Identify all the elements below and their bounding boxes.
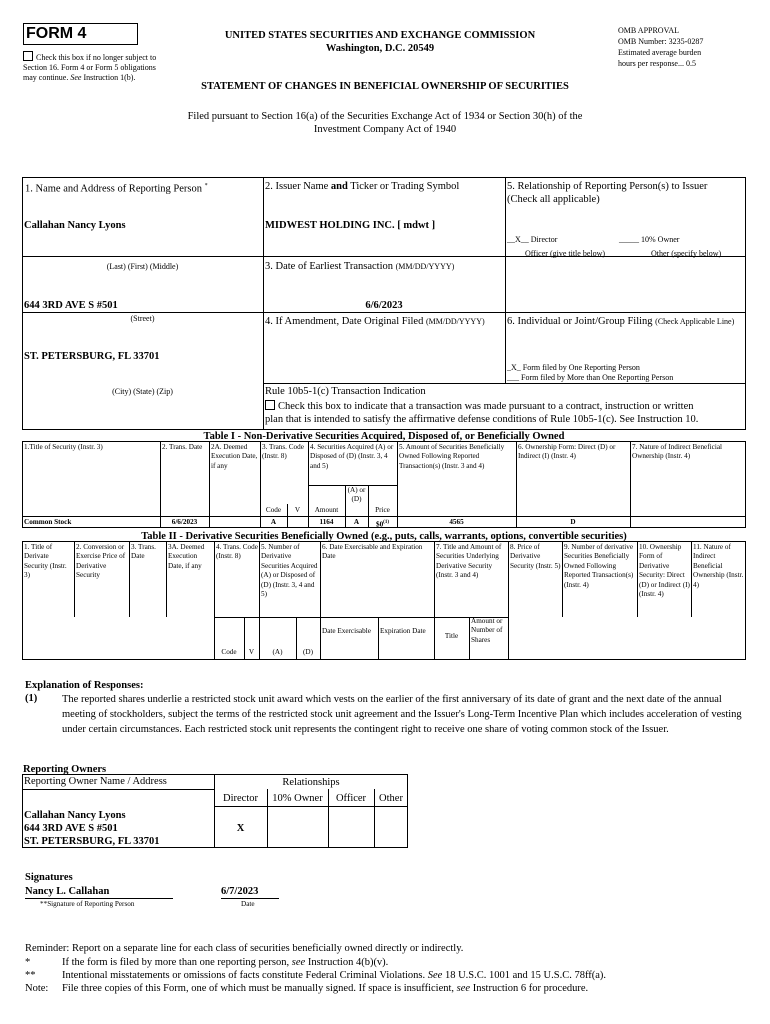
t1-col3-header: 3. Trans. Code (Instr. 8)	[262, 443, 304, 461]
box4-label: 4. If Amendment, Date Original Filed (MM/DD/YYYY)	[265, 316, 485, 327]
omb-approval: OMB APPROVAL OMB Number: 3235-0287 Estimated average burden hours per response... 0.5	[618, 26, 704, 68]
t2-col2-header: 2. Conversion or Exercise Price of Derivative Security	[76, 543, 126, 580]
t2-sub-amount: Amount or Number of Shares	[471, 617, 503, 644]
t2-col3-header: 3. Trans. Date	[131, 543, 156, 561]
box5-label: 5. Relationship of Reporting Person(s) to Issuer (Check all applicable)	[507, 181, 708, 205]
no-longer-subject-checkbox[interactable]	[23, 51, 33, 61]
footnote-note: File three copies of this Form, one of which must be manually signed. If space is insufficient, see Instruction 6 for procedure.	[62, 983, 589, 994]
t2-col9-header: 9. Number of derivative Securities Beneficially Owned Following Reported Transaction(s) (Instr. 4)	[564, 543, 634, 589]
reminder: Reminder: Report on a separate line for each class of securities beneficially owned directly or indirectly.	[25, 943, 464, 954]
rule-10b5-text: Check this box to indicate that a transaction was made pursuant to a contract, instruction or written plan that is intended to satisfy the affirmative defense conditions of Rule 10b5-1(c). See Instruction 10.	[265, 401, 699, 425]
agency-city: Washington, D.C. 20549	[325, 43, 435, 54]
box6-label: 6. Individual or Joint/Group Filing (Check Applicable Line)	[507, 316, 735, 327]
t1-col6-header: 6. Ownership Form: Direct (D) or Indirect (I) (Instr. 4)	[518, 443, 616, 461]
footnote-star: If the form is filed by more than one reporting person, see Instruction 4(b)(v).	[62, 957, 389, 968]
signature-date-label: Date	[241, 900, 255, 908]
footnote-star-mark: *	[25, 957, 31, 968]
officer-option[interactable]: ____ Officer (give title below)	[507, 249, 606, 258]
explanation-title: Explanation of Responses:	[25, 680, 144, 691]
t2-sub-d: (D)	[303, 648, 313, 656]
t1-sub-a-or-d: (A) or (D)	[347, 486, 366, 504]
rule-10b5-title: Rule 10b5-1(c) Transaction Indication	[265, 386, 426, 397]
reporting-owners-title: Reporting Owners	[23, 764, 107, 775]
reporting-person-name: Callahan Nancy Lyons	[24, 220, 126, 231]
rel-ten-pct-header: 10% Owner	[272, 793, 323, 804]
box3-label: 3. Date of Earliest Transaction (MM/DD/YYYY)	[265, 261, 455, 272]
director-option[interactable]: __X__ Director	[507, 235, 558, 244]
t1-sub-amount: Amount	[314, 506, 339, 514]
t2-sub-a: (A)	[272, 648, 283, 656]
owner-name-header: Reporting Owner Name / Address	[24, 776, 167, 787]
t1-col7-header: 7. Nature of Indirect Beneficial Ownership (Instr. 4)	[632, 443, 723, 461]
signature-name: Nancy L. Callahan	[25, 885, 173, 899]
reporting-street: 644 3RD AVE S #501	[24, 300, 118, 311]
filing-multiple-persons-option[interactable]: ___ Form filed by More than One Reporting Person	[507, 373, 674, 382]
signature-date: 6/7/2023	[221, 885, 279, 899]
owner-director-mark: X	[236, 823, 245, 834]
issuer-name: MIDWEST HOLDING INC. [ mdwt ]	[265, 220, 436, 231]
t2-col7-header: 7. Title and Amount of Securities Underlying Derivative Security (Instr. 3 and 4)	[436, 543, 502, 580]
filing-one-person-option[interactable]: _X_ Form filed by One Reporting Person	[507, 363, 640, 372]
form-title-box	[23, 23, 138, 45]
owner-address: Callahan Nancy Lyons 644 3RD AVE S #501 ST. PETERSBURG, FL 33701	[24, 810, 160, 847]
relationships-header: Relationships	[282, 777, 340, 788]
t1-row-form: D	[570, 518, 576, 526]
t2-col10-header: 10. Ownership Form of Derivative Security: Direct (D) or Indirect (I) (Instr. 4)	[639, 543, 690, 599]
t1-row-amount: 1164	[319, 518, 334, 526]
t1-sub-price: Price	[375, 506, 390, 514]
ten-percent-owner-option[interactable]: _____ 10% Owner	[619, 235, 680, 244]
t2-sub-title: Title	[444, 632, 459, 640]
filed-pursuant: Filed pursuant to Section 16(a) of the Securities Exchange Act of 1934 or Section 30(h) of the Investment Company Act of 1940	[187, 111, 583, 135]
explanation-note-number: (1)	[25, 693, 38, 704]
footnote-double-star: Intentional misstatements or omissions of facts constitute Federal Criminal Violations. See 18 U.S.C. 1001 and 15 U.S.C. 78ff(a).	[62, 970, 607, 981]
t1-row-code: A	[270, 518, 277, 526]
t1-row-a-or-d: A	[353, 518, 360, 526]
rel-other-header: Other	[379, 793, 403, 804]
explanation-note-text: The reported shares underlie a restricted stock unit award which vests on the earlier of the first anniversary of its date of grant and the next date of the annual meeting of stockholders, subject the terms of the restricted stock unit agreement and the Issuer's Long-Term Incentive Plan which includes acceleration of vesting under certain circumstances. Each restricted stock unit represents the contingent right to receive one share of voting common stock of the Issuer.	[62, 694, 742, 735]
t2-sub-expiration: Expiration Date	[380, 627, 426, 635]
signatures-title: Signatures	[25, 872, 73, 883]
t1-col5-header: 5. Amount of Securities Beneficially Owned Following Reported Transaction(s) (Instr. 3 and 4)	[399, 443, 505, 470]
t1-row-title: Common Stock	[24, 518, 72, 526]
t1-row-price: $0$^{(1)}$	[375, 520, 390, 529]
rel-director-header: Director	[223, 793, 258, 804]
rel-officer-header: Officer	[335, 793, 367, 804]
box1-label: 1. Name and Address of Reporting Person *	[25, 183, 208, 195]
t1-col2a-header: 2A. Deemed Execution Date, if any	[211, 443, 258, 470]
agency-name: UNITED STATES SECURITIES AND EXCHANGE COMMISSION	[224, 30, 536, 41]
t2-col3a-header: 3A. Deemed Execution Date, if any	[168, 543, 205, 570]
t2-col4-header: 4. Trans. Code (Instr. 8)	[216, 543, 258, 561]
t1-row-date: 6/6/2023	[171, 518, 198, 526]
t1-sub-v: V	[294, 506, 301, 514]
no-longer-subject-notice: Check this box if no longer subject to Section 16. Form 4 or Form 5 obligations may continue. See Instruction 1(b).	[23, 53, 157, 82]
t1-col1-header: 1.Title of Security (Instr. 3)	[24, 443, 103, 451]
t2-sub-code: Code	[221, 648, 237, 656]
t1-row-owned: 4565	[449, 518, 464, 526]
other-option[interactable]: _____ Other (specify below)	[629, 249, 722, 258]
statement-title: STATEMENT OF CHANGES IN BENEFICIAL OWNERSHIP OF SECURITIES	[201, 81, 569, 92]
signature-label: **Signature of Reporting Person	[40, 900, 135, 908]
t2-col11-header: 11. Nature of Indirect Beneficial Ownership (Instr. 4)	[693, 543, 744, 589]
city-state-zip-label: (City) (State) (Zip)	[112, 387, 173, 396]
t2-col1-header: 1. Title of Derivate Security (Instr. 3)	[24, 543, 67, 580]
t2-col5-header: 5. Number of Derivative Securities Acquired (A) or Disposed of (D) (Instr. 3, 4 and 5)	[261, 543, 318, 599]
t1-sub-code: Code	[265, 506, 282, 514]
t2-sub-date-exercisable: Date Exercisable	[322, 627, 371, 635]
t1-col4-header: 4. Securities Acquired (A) or Disposed of (D) (Instr. 3, 4 and 5)	[310, 443, 394, 470]
last-first-middle-label: (Last) (First) (Middle)	[106, 262, 179, 271]
footnote-note-mark: Note:	[25, 983, 49, 994]
footnote-double-star-mark: **	[25, 970, 36, 981]
earliest-transaction-date: 6/6/2023	[365, 300, 403, 311]
box2-label: 2. Issuer Name and Ticker or Trading Symbol	[265, 181, 460, 192]
table2-title: Table II - Derivative Securities Beneficially Owned (e.g., puts, calls, warrants, options, convertible securities)	[141, 531, 627, 542]
street-label: (Street)	[130, 314, 155, 323]
t2-col8-header: 8. Price of Derivative Security (Instr. 5)	[510, 543, 561, 570]
rule-10b5-checkbox[interactable]	[265, 400, 275, 410]
form-title: FORM 4	[26, 25, 87, 42]
table1-title: Table I - Non-Derivative Securities Acquired, Disposed of, or Beneficially Owned	[203, 431, 565, 442]
reporting-city: ST. PETERSBURG, FL 33701	[24, 351, 160, 362]
t2-sub-v: V	[248, 648, 255, 656]
t2-col6-header: 6. Date Exercisable and Expiration Date	[322, 543, 423, 561]
t1-col2-header: 2. Trans. Date	[162, 443, 203, 451]
